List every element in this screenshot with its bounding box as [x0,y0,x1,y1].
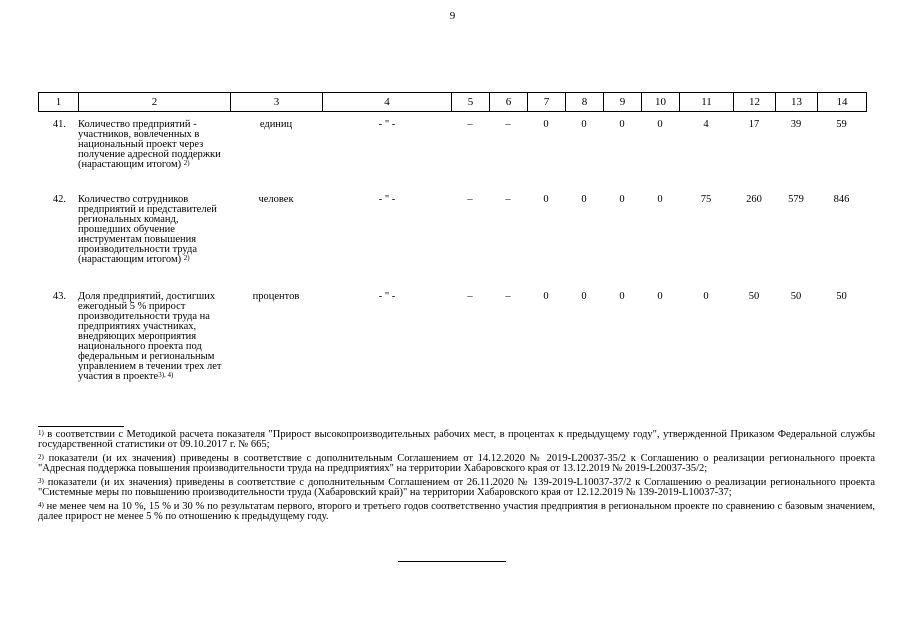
row-number: 43. [52,291,66,302]
footnote [38,430,875,450]
ditto-cell: - " - [378,291,396,302]
header-cell: 11 [680,93,734,112]
footnote-mark: 3) [38,477,44,485]
header-cell: 6 [490,93,528,112]
value-cell: 0 [619,119,625,130]
unit-cell: процентов [252,291,300,302]
value-cell: 0 [657,291,663,302]
ditto-cell: - " - [378,194,396,205]
footnote-ref: 2) [183,254,190,262]
footnote-text: показатели (и их значения) приведены в соответствие с дополнительным Соглашением от 14.12.2020 № 2019-L20037-35/2 к Соглашению о реализации регионального проекта "Адресная поддержка повышения производительности труда на предприятиях" на территории Хабаровского края от 13.12.2019 № 2019-L20037-35/2; [38,453,875,474]
footnote-mark: 2) [38,453,44,461]
value-cell: – [505,194,511,205]
indicator-name [78,120,228,170]
value-cell: – [467,291,473,302]
footnote-ref: 2) [183,159,190,167]
indicator-name-text: Количество сотрудников предприятий и представителей региональных команд, прошедших обучение инструментам повышения производительности труда (нарастающим итогом) [78,194,217,265]
header-cell: 3 [231,93,323,112]
value-cell: 260 [746,194,762,205]
row-number: 41. [52,119,66,130]
value-cell: 39 [790,119,802,130]
header-cell: 7 [528,93,566,112]
column-header-table [38,92,867,112]
footnote [38,478,875,498]
header-row [39,93,867,112]
indicator-name [78,292,228,382]
footnote-divider [38,426,124,427]
header-cell: 12 [734,93,776,112]
value-cell: – [505,291,511,302]
footnote [38,454,875,474]
value-cell: 0 [543,194,549,205]
value-cell: – [467,194,473,205]
value-cell: 0 [581,119,587,130]
value-cell: 50 [836,291,847,302]
footnote-text: в соответствии с Методикой расчета показателя "Прирост высокопроизводительных рабочих мест, в процентах к предыдущему году", утвержденной Приказом Федеральной службы государственной статистики от 09.10.2017 г. № 665; [38,429,875,450]
value-cell: 579 [788,194,804,205]
value-cell: 0 [703,291,709,302]
header-cell: 10 [642,93,680,112]
end-divider [398,561,506,562]
indicator-name-text: Количество предприятий - участников, вовлеченных в национальный проект через получение адресной поддержки (нарастающим итогом) [78,119,221,170]
footnote-text: не менее чем на 10 %, 15 % и 30 % по результатам первого, второго и третьего годов соответственно участия предприятия в региональном проекте по сравнению с базовым значением, далее прирост не менее 5 % по отношению к предыдущему году. [38,501,876,522]
footnote-mark: 1) [38,429,44,437]
row-number: 42. [52,194,66,205]
header-cell: 13 [776,93,818,112]
value-cell: 0 [543,291,549,302]
value-cell: 0 [543,119,549,130]
value-cell: 75 [700,194,712,205]
value-cell: – [505,119,511,130]
header-cell: 14 [818,93,867,112]
value-cell: 0 [657,119,663,130]
footnote-ref: 3), 4) [158,371,174,379]
unit-cell: единиц [259,119,293,130]
footnote-text: показатели (и их значения) приведены в соответствие с дополнительным Соглашением от 26.11.2020 № 139-2019-L10037-37/2 к Соглашению о реализации регионального проекта "Системные меры по повышению производительности труда (Хабаровский край)" на территории Хабаровского края от 12.12.2019 № 139-2019-L10037-37; [38,477,875,498]
footnotes [38,430,875,526]
value-cell: 0 [581,291,587,302]
value-cell: 0 [657,194,663,205]
value-cell: – [467,119,473,130]
value-cell: 17 [748,119,760,130]
header-cell: 8 [566,93,604,112]
footnote [38,502,875,522]
value-cell: 846 [833,194,850,205]
value-cell: 0 [619,194,625,205]
indicator-name-text: Доля предприятий, достигших ежегодный 5 % прирост производительности труда на предприятиях участниках, внедряющих мероприятия национального проекта под федеральным и региональным управлением в течении трех лет участия в проекте [78,291,222,382]
footnote-mark: 4) [38,501,44,509]
value-cell: 0 [619,291,625,302]
header-cell: 1 [39,93,79,112]
header-cell: 4 [323,93,452,112]
unit-cell: человек [258,194,294,205]
value-cell: 50 [790,291,802,302]
indicator-name [78,195,228,265]
value-cell: 50 [748,291,760,302]
value-cell: 0 [581,194,587,205]
page-number: 9 [449,10,456,22]
header-cell: 9 [604,93,642,112]
value-cell: 4 [703,119,709,130]
ditto-cell: - " - [378,119,396,130]
value-cell: 59 [836,119,847,130]
header-cell: 5 [452,93,490,112]
header-cell: 2 [79,93,231,112]
